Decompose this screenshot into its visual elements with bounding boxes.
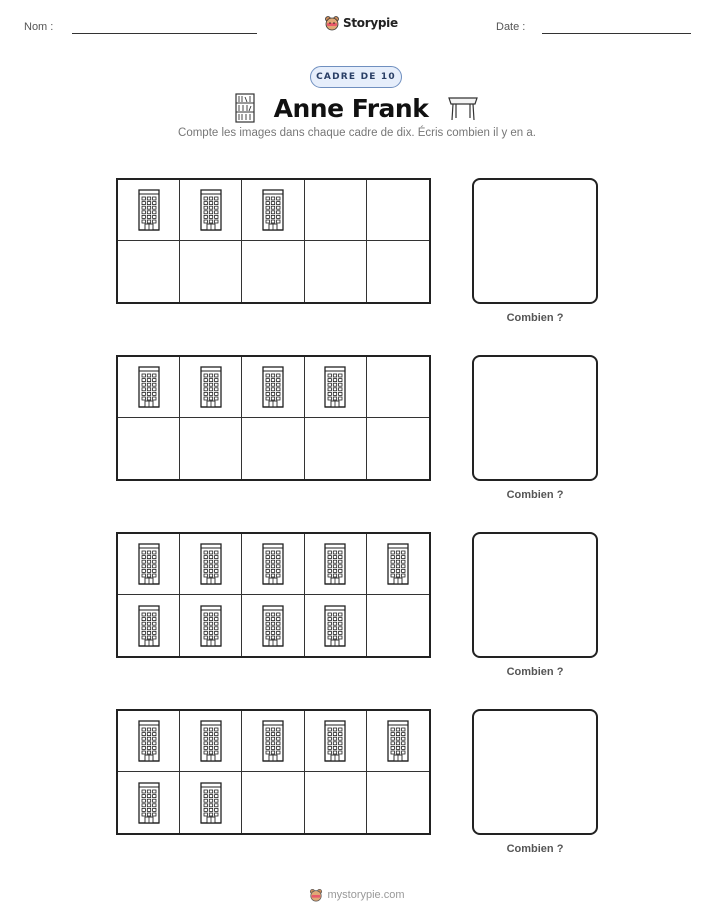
answer-label: Combien ?: [506, 489, 564, 501]
ten-frame-cell: [118, 180, 180, 241]
building-icon: [136, 365, 162, 409]
ten-frame-cell: [367, 595, 429, 656]
ten-frame-cell: [242, 595, 304, 656]
ten-frame-cell: [305, 180, 367, 241]
answer-box[interactable]: [472, 532, 598, 658]
ten-frame-cell: [242, 241, 304, 302]
ten-frame-cell: [305, 241, 367, 302]
date-label: Date :: [496, 21, 526, 33]
ten-frame-cell: [118, 241, 180, 302]
building-icon: [136, 188, 162, 232]
building-icon: [260, 365, 286, 409]
building-icon: [198, 719, 224, 763]
ten-frame-cell: [180, 180, 242, 241]
bear-mascot-icon: [324, 15, 340, 31]
ten-frame-cell: [305, 534, 367, 595]
ten-frame-cell: [242, 180, 304, 241]
footer-url: mystorypie.com: [327, 889, 405, 901]
ten-frame-cell: [118, 418, 180, 479]
building-icon: [136, 604, 162, 648]
ten-frame-cell: [118, 534, 180, 595]
building-icon: [198, 781, 224, 825]
building-icon: [198, 365, 224, 409]
ten-frame-cell: [367, 711, 429, 772]
ten-frame-cell: [242, 357, 304, 418]
building-icon: [322, 365, 348, 409]
building-icon: [136, 781, 162, 825]
answer-label: Combien ?: [506, 843, 564, 855]
answer-box[interactable]: [472, 355, 598, 481]
ten-frame-cell: [367, 772, 429, 833]
ten-frame-cell: [305, 357, 367, 418]
building-icon: [136, 542, 162, 586]
building-icon: [198, 604, 224, 648]
ten-frame-cell: [242, 772, 304, 833]
ten-frame-cell: [242, 534, 304, 595]
ten-frame: [116, 178, 431, 304]
building-icon: [385, 542, 411, 586]
ten-frame-cell: [242, 711, 304, 772]
building-icon: [322, 719, 348, 763]
ten-frame-cell: [180, 241, 242, 302]
ten-frame-cell: [367, 241, 429, 302]
building-icon: [322, 604, 348, 648]
building-icon: [260, 719, 286, 763]
ten-frame-cell: [367, 534, 429, 595]
ten-frame-cell: [180, 711, 242, 772]
building-icon: [198, 188, 224, 232]
ten-frame-cell: [305, 711, 367, 772]
brand-logo: [324, 12, 404, 34]
ten-frame: [116, 355, 431, 481]
ten-frame-cell: [242, 418, 304, 479]
table-icon: [446, 93, 480, 123]
instructions: Compte les images dans chaque cadre de dix. Écris combien il y en a.: [178, 127, 536, 139]
ten-frame-cell: [180, 595, 242, 656]
ten-frame-cell: [367, 418, 429, 479]
footer: [0, 885, 714, 905]
ten-frame-cell: [305, 418, 367, 479]
name-field[interactable]: [72, 33, 257, 34]
title-row: [0, 88, 714, 128]
building-icon: [260, 604, 286, 648]
ten-frame-cell: [118, 595, 180, 656]
answer-label: Combien ?: [506, 312, 564, 324]
date-field[interactable]: [542, 33, 691, 34]
building-icon: [136, 719, 162, 763]
bear-mascot-icon: [309, 888, 323, 902]
ten-frame-cell: [180, 772, 242, 833]
building-icon: [260, 542, 286, 586]
ten-frame-cell: [305, 772, 367, 833]
ten-frame-cell: [118, 711, 180, 772]
worksheet-type-badge: CADRE DE 10: [310, 66, 402, 88]
bookshelf-icon: [234, 93, 256, 123]
building-icon: [385, 719, 411, 763]
brand-name: Storypie: [343, 16, 398, 30]
ten-frame-cell: [180, 357, 242, 418]
ten-frame-cell: [305, 595, 367, 656]
building-icon: [198, 542, 224, 586]
page-title: Anne Frank: [273, 93, 429, 123]
building-icon: [260, 188, 286, 232]
name-label: Nom :: [24, 21, 54, 33]
ten-frame-cell: [118, 357, 180, 418]
answer-box[interactable]: [472, 178, 598, 304]
ten-frame-cell: [180, 418, 242, 479]
ten-frame-cell: [367, 180, 429, 241]
answer-box[interactable]: [472, 709, 598, 835]
ten-frame-cell: [367, 357, 429, 418]
ten-frame: [116, 532, 431, 658]
building-icon: [322, 542, 348, 586]
ten-frame: [116, 709, 431, 835]
ten-frame-cell: [180, 534, 242, 595]
answer-label: Combien ?: [506, 666, 564, 678]
ten-frame-cell: [118, 772, 180, 833]
